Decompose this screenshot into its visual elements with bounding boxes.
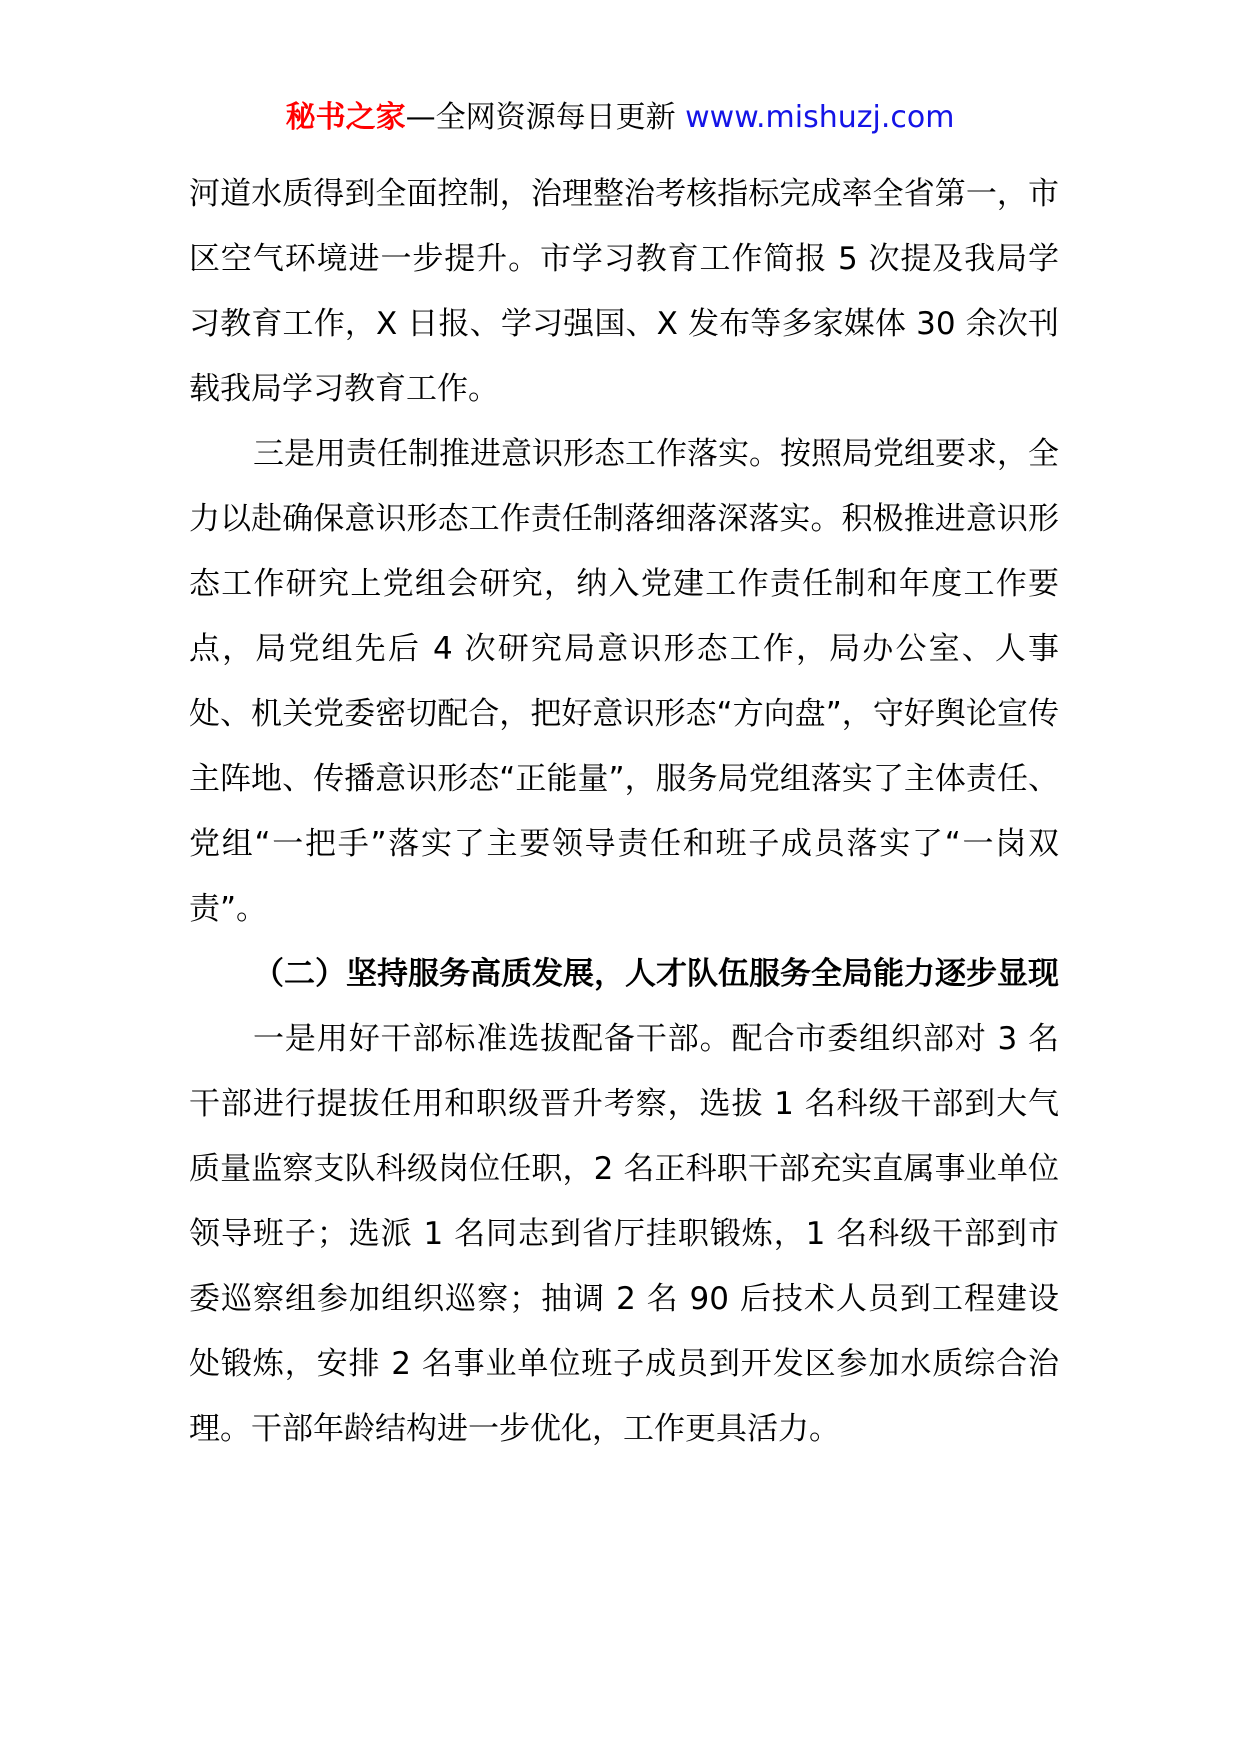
document-body bbox=[189, 162, 1059, 1462]
site-url-link[interactable]: www.mishuzj.com bbox=[685, 100, 955, 135]
section-heading-talent: （二）坚持服务高质发展，人才队伍服务全局能力逐步显现 bbox=[253, 956, 1059, 992]
site-tagline: —全网资源每日更新 bbox=[405, 100, 686, 135]
page-header bbox=[0, 98, 1240, 138]
paragraph-ideology-responsibility: 三是用责任制推进意识形态工作落实。按照局党组要求，全力以赴确保意识形态工作责任制落细落深落实。积极推进意识形态工作研究上党组会研究，纳入党建工作责任制和年度工作要点，局党组先后 4 次研究局意识形态工作，局办公室、人事处、机关党委密切配合，把好意识形态“方向盘”，守好舆论宣传主阵地、传播意识形态“正能量”，服务局党组落实了主体责任、党组“一把手”落实了主要领导责任和班子成员落实了“一岗双责”。 bbox=[189, 436, 1059, 927]
paragraph-cadre-selection: 一是用好干部标准选拔配备干部。配合市委组织部对 3 名干部进行提拔任用和职级晋升考察，选拔 1 名科级干部到大气质量监察支队科级岗位任职，2 名正科职干部充实直属事业单位领导班子；选派 1 名同志到省厅挂职锻炼，1 名科级干部到市委巡察组参加组织巡察；抽调 2 名 90 后技术人员到工程建设处锻炼，安排 2 名事业单位班子成员到开发区参加水质综合治理。干部年龄结构进一步优化，工作更具活力。 bbox=[189, 1021, 1059, 1447]
site-brand: 秘书之家 bbox=[285, 100, 406, 135]
paragraph-continuation: 河道水质得到全面控制，治理整治考核指标完成率全省第一，市区空气环境进一步提升。市学习教育工作简报 5 次提及我局学习教育工作，X 日报、学习强国、X 发布等多家媒体 30 余次刊载我局学习教育工作。 bbox=[189, 176, 1059, 407]
